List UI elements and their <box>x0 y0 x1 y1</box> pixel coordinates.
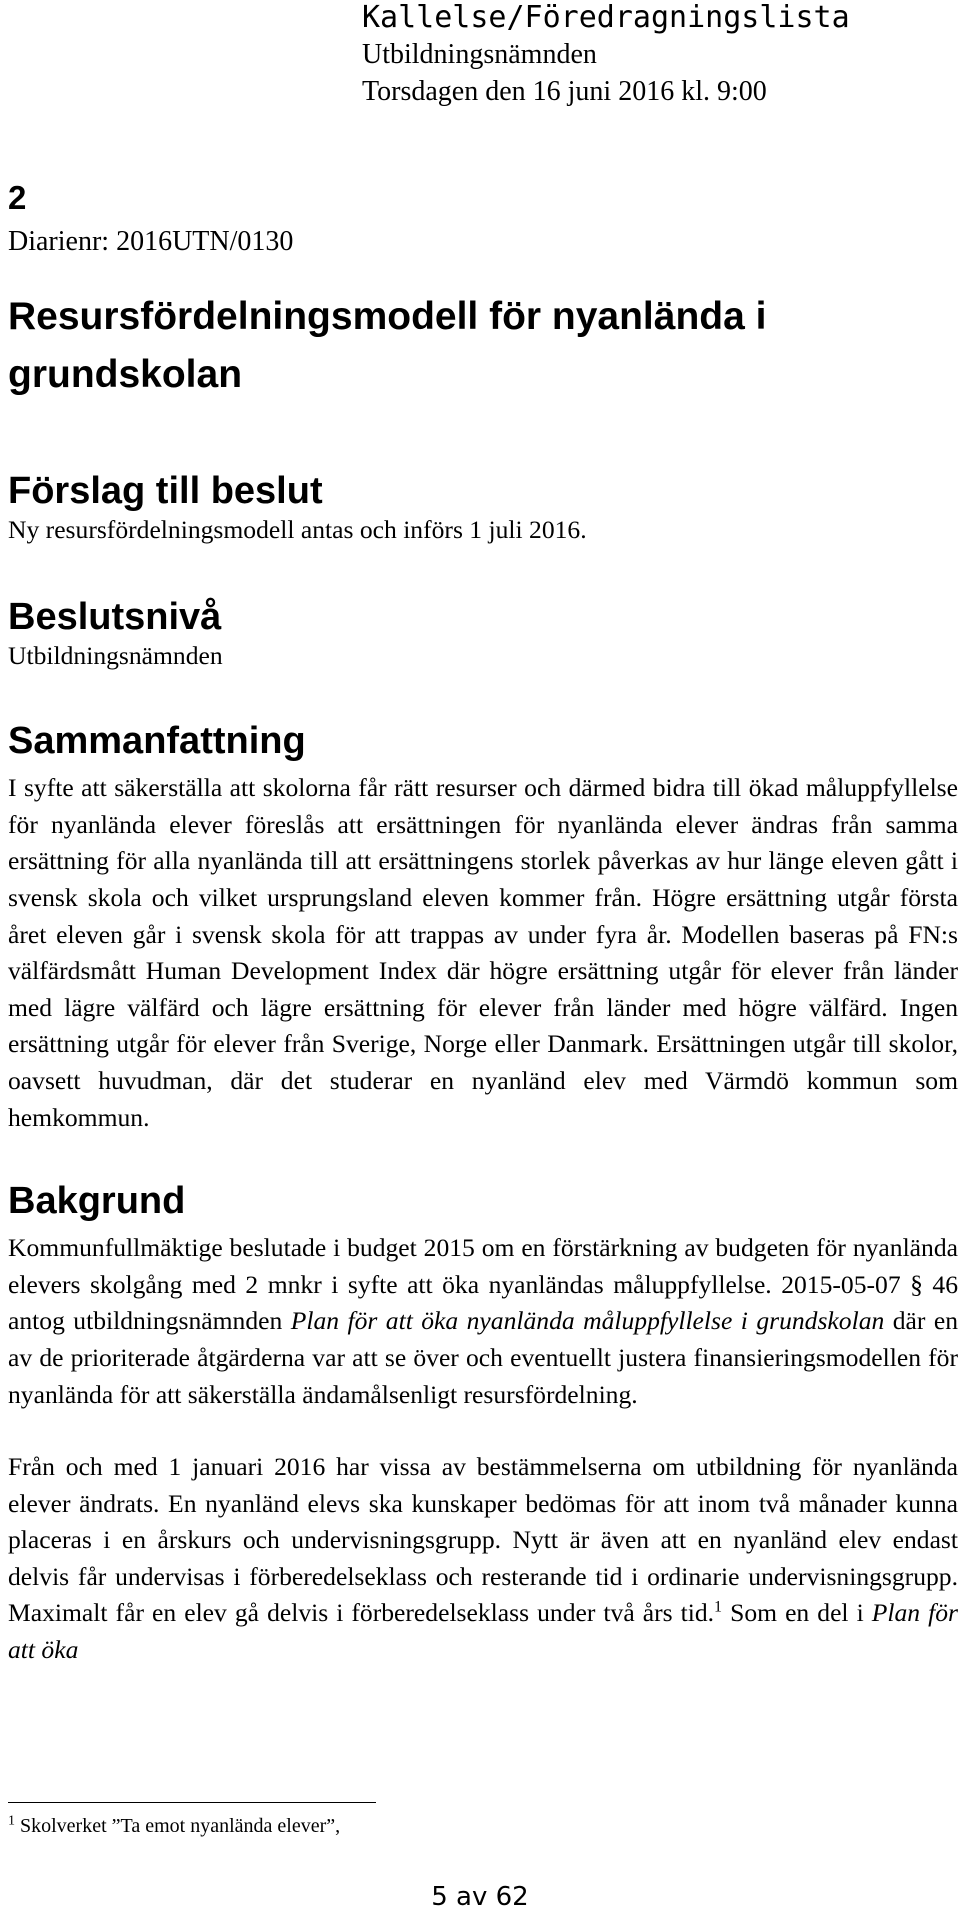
summary-section <box>8 718 958 1136</box>
proposal-heading: Förslag till beslut <box>8 470 323 512</box>
background-p1-text-end: där en av de prioriterade åtgärderna var att se över och eventuellt justera finansieringsmodellen för nyanlända för att säkerställa ändamålsenligt resursfördelning. <box>8 1306 958 1409</box>
proposal-text: Ny resursfördelningsmodell antas och införs 1 juli 2016. <box>8 515 587 544</box>
plan-title-italic-2: Plan för att öka <box>8 1598 958 1665</box>
footnote-divider <box>8 1802 376 1803</box>
footnote-mark: 1 <box>8 1813 15 1829</box>
meeting-datetime: Torsdagen den 16 juni 2016 kl. 9:00 <box>362 76 767 107</box>
background-section <box>8 1178 958 1669</box>
decision-level-text: Utbildningsnämnden <box>8 640 223 670</box>
footnote <box>8 1812 908 1840</box>
summary-text: I syfte att säkerställa att skolorna får rätt resurser och därmed bidra till ökad måluppfyllelse för nyanlända elever föreslås att ersättningen för nyanlända elever ändras från samma ersättning för alla nyanlända till att ersättningens storlek påverkas av hur länge eleven gått i svensk skola och vilket ursprungsland eleven kommer från. Högre ersättning utgår första året eleven går i svensk skola för att trappas av under fyra år. Modellen baseras på FN:s välfärdsmått Human Development Index där högre ersättning utgår för elever från länder med lägre välfärd och lägre ersättning för elever från länder med högre välfärd. Ingen ersättning utgår för elever från Sverige, Norge eller Danmark. Ersättningen utgår till skolor, oavsett huvudman, där det studerar en nyanländ elev med Värmdö kommun som hemkommun. <box>8 773 958 1132</box>
committee-name: Utbildningsnämnden <box>362 39 597 70</box>
agenda-item <box>8 178 958 1669</box>
proposal-section <box>8 468 958 549</box>
background-p1-text: Kommunfullmäktige beslutade i budget 2015 om en förstärkning av budgeten för nyanlända elevers skolgång med 2 mnkr i syfte att öka nyanländas måluppfyllelse. 2015-05-07 § 46 antog utbildningsnämnden <box>8 1233 958 1336</box>
background-heading: Bakgrund <box>8 1180 186 1223</box>
background-p2-text: Från och med 1 januari 2016 har vissa av bestämmelserna om utbildning för nyanlända elever ändrats. En nyanländ elevs ska kunskaper bedömas för att inom två månader kunna placeras i en årskurs och undervisningsgrupp. Nytt är även att en nyanländ elev endast delvis får undervisas i förberedelseklass och resterande tid i ordinarie undervisningsgrupp. Maximalt får en elev gå delvis i förberedelseklass under två års tid. <box>8 1452 958 1628</box>
background-p2-text-end: Som en del i <box>722 1598 872 1628</box>
summary-heading: Sammanfattning <box>8 720 306 763</box>
background-paragraph-2 <box>8 1449 958 1669</box>
registration-number: Diarienr: 2016UTN/0130 <box>8 226 294 257</box>
item-number: 2 <box>8 179 27 216</box>
footnote-reference: 1 <box>714 1598 723 1616</box>
background-paragraph-1 <box>8 1230 958 1413</box>
decision-level-section <box>8 594 958 675</box>
page-header <box>362 0 952 110</box>
item-title: Resursfördelningsmodell för nyanlända i grundskolan <box>8 295 767 396</box>
footnote-text: Skolverket ”Ta emot nyanlända elever”, <box>20 1815 341 1837</box>
page-number: 5 av 62 <box>431 1882 529 1912</box>
decision-level-heading: Beslutsnivå <box>8 595 222 638</box>
plan-title-italic: Plan för att öka nyanlända måluppfyllelse i grundskolan <box>290 1306 885 1336</box>
document-type: Kallelse/Föredragningslista <box>362 0 850 35</box>
